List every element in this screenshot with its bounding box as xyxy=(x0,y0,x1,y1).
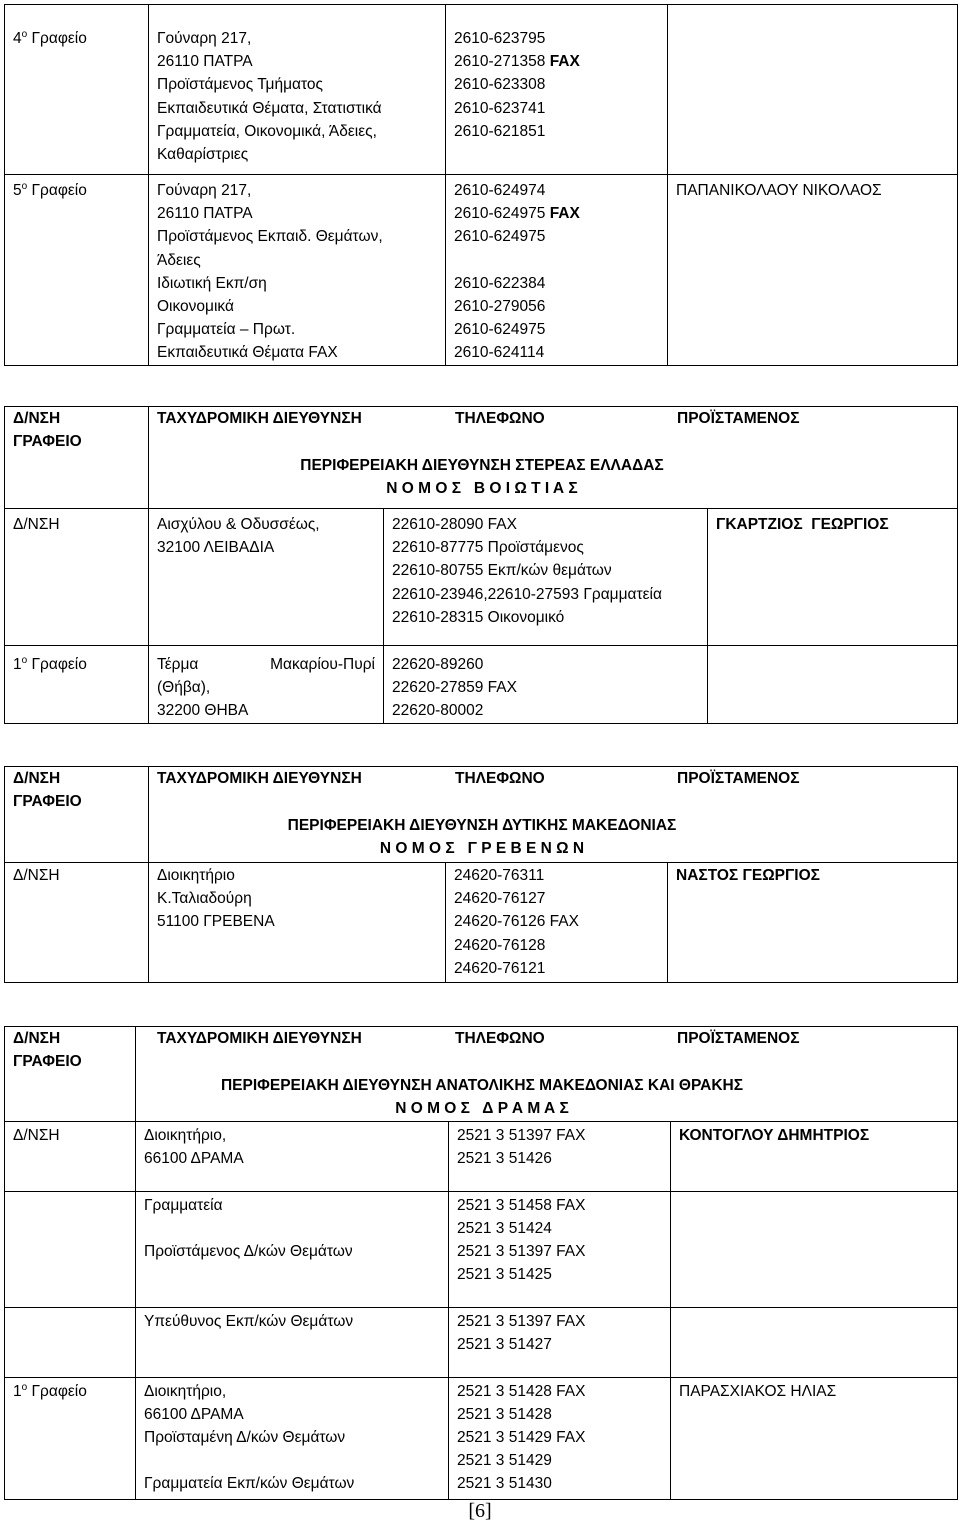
table-row-dnsi xyxy=(5,1121,958,1191)
table-row-office-1 xyxy=(5,1377,958,1499)
table-header-row xyxy=(5,407,958,509)
office-1-address: Τέρμα Μακαρίου-Πυρί (Θήβα), 32200 ΘΗΒΑ xyxy=(149,646,384,724)
table-row-office-5 xyxy=(5,175,958,366)
table-row-dnsi xyxy=(5,509,958,646)
table-header-row xyxy=(5,767,958,863)
dnsi-address: Διοικητήριο, 66100 ΔΡΑΜΑ xyxy=(136,1121,449,1191)
grammateia-labels: Γραμματεία Προϊστάμενος Δ/κών Θεμάτων xyxy=(136,1191,449,1307)
office-5-label: $5^o$ Γραφείο xyxy=(5,175,149,366)
office-5-head: ΠΑΠΑΝΙΚΟΛΑΟΥ ΝΙΚΟΛΑΟΣ xyxy=(668,175,958,366)
page-number: [6] xyxy=(468,1500,492,1522)
dnsi-head: ΚΟΝΤΟΓΛΟΥ ΔΗΜΗΤΡΙΟΣ xyxy=(671,1121,958,1191)
table-row-grammateia xyxy=(5,1191,958,1307)
nomos-title: Ν Ο Μ Ο Σ Γ Ρ Ε Β Ε Ν Ω Ν xyxy=(379,840,585,858)
header-col-address: ΤΑΧΥΔΡΟΜΙΚΗ ΔΙΕΥΘΥΝΣΗ xyxy=(157,770,362,787)
header-col-phone: ΤΗΛΕΦΩΝΟ xyxy=(455,410,545,427)
header-col-phone: ΤΗΛΕΦΩΝΟ xyxy=(455,770,545,787)
table-boeotia xyxy=(4,406,958,724)
header-col-dnsi: Δ/ΝΣΗ ΓΡΑΦΕΙΟ xyxy=(5,1027,136,1122)
office-4-phones: 2610-623795 2610-271358 FAX 2610-623308 2610-623741 2610-621851 xyxy=(446,5,668,175)
table-row-office-4 xyxy=(5,5,958,175)
dnsi-phones: 2521 3 51397 FAX 2521 3 51426 xyxy=(449,1121,671,1191)
grammateia-phones: 2521 3 51458 FAX 2521 3 51424 2521 3 51397 FAX 2521 3 51425 xyxy=(449,1191,671,1307)
table-achaia-offices xyxy=(4,4,958,366)
header-col-address: ΤΑΧΥΔΡΟΜΙΚΗ ΔΙΕΥΘΥΝΣΗ xyxy=(157,1030,362,1047)
dnsi-label: Δ/ΝΣΗ xyxy=(5,509,149,646)
table-drama xyxy=(4,1026,958,1500)
ypeuthynos-phones: 2521 3 51397 FAX 2521 3 51427 xyxy=(449,1307,671,1377)
office-5-address: Γούναρη 217, 26110 ΠΑΤΡΑ Προϊστάμενος Εκπαιδ. Θεμάτων, Άδειες Ιδιωτική Εκπ/ση Οικονομικά Γραμματεία – Πρωτ. Εκπαιδευτικά Θέματα FAX xyxy=(149,175,446,366)
region-title: ΠΕΡΙΦΕΡΕΙΑΚΗ ΔΙΕΥΘΥΝΣΗ ΣΤΕΡΕΑΣ ΕΛΛΑΔΑΣ xyxy=(300,457,664,475)
dnsi-label: Δ/ΝΣΗ xyxy=(5,1121,136,1191)
office-1-phones: 22620-89260 22620-27859 FAX 22620-80002 xyxy=(384,646,708,724)
office-1-head xyxy=(708,646,958,724)
ypeuthynos-label: Υπεύθυνος Εκπ/κών Θεμάτων xyxy=(136,1307,449,1377)
table-row-office-1 xyxy=(5,646,958,724)
office-1-label: $1^o$ Γραφείο xyxy=(5,646,149,724)
office-5-phones: 2610-624974 2610-624975 FAX 2610-624975 2610-622384 2610-279056 2610-624975 2610-624114 xyxy=(446,175,668,366)
nomos-title: Ν Ο Μ Ο Σ Δ Ρ Α Μ Α Σ xyxy=(395,1100,569,1118)
header-col-dnsi: Δ/ΝΣΗ ΓΡΑΦΕΙΟ xyxy=(5,407,149,509)
header-col-head: ΠΡΟΪΣΤΑΜΕΝΟΣ xyxy=(677,770,800,787)
office-1-label: $1^o$ Γραφείο xyxy=(5,1377,136,1499)
table-row-ypeuthynos xyxy=(5,1307,958,1377)
header-col-head: ΠΡΟΪΣΤΑΜΕΝΟΣ xyxy=(677,410,800,427)
office-1-head: ΠΑΡΑΣΧΙΑΚΟΣ ΗΛΙΑΣ xyxy=(671,1377,958,1499)
dnsi-label: Δ/ΝΣΗ xyxy=(5,863,149,983)
header-col-dnsi: Δ/ΝΣΗ ΓΡΑΦΕΙΟ xyxy=(5,767,149,863)
dnsi-head: ΝΑΣΤΟΣ ΓΕΩΡΓΙΟΣ xyxy=(668,863,958,983)
region-title: ΠΕΡΙΦΕΡΕΙΑΚΗ ΔΙΕΥΘΥΝΣΗ ΔΥΤΙΚΗΣ ΜΑΚΕΔΟΝΙΑΣ xyxy=(287,817,677,835)
nomos-title: Ν Ο Μ Ο Σ Β Ο Ι Ω Τ Ι Α Σ xyxy=(386,480,578,498)
office-1-address: Διοικητήριο, 66100 ΔΡΑΜΑ Προϊσταμένη Δ/κών Θεμάτων Γραμματεία Εκπ/κών Θεμάτων xyxy=(136,1377,449,1499)
dnsi-address: Αισχύλου & Οδυσσέως, 32100 ΛΕΙΒΑΔΙΑ xyxy=(149,509,384,646)
office-1-phones: 2521 3 51428 FAX 2521 3 51428 2521 3 51429 FAX 2521 3 51429 2521 3 51430 xyxy=(449,1377,671,1499)
dnsi-head: ΓΚΑΡΤΖΙΟΣ ΓΕΩΡΓΙΟΣ xyxy=(708,509,958,646)
header-col-address: ΤΑΧΥΔΡΟΜΙΚΗ ΔΙΕΥΘΥΝΣΗ xyxy=(157,410,362,427)
table-header-row xyxy=(5,1027,958,1122)
office-4-address: Γούναρη 217, 26110 ΠΑΤΡΑ Προϊστάμενος Τμήματος Εκπαιδευτικά Θέματα, Στατιστικά Γραμματεία, Οικονομικά, Άδειες, Καθαρίστριες xyxy=(149,5,446,175)
office-4-head xyxy=(668,5,958,175)
dnsi-phones: 24620-76311 24620-76127 24620-76126 FAX 24620-76128 24620-76121 xyxy=(446,863,668,983)
header-col-phone: ΤΗΛΕΦΩΝΟ xyxy=(455,1030,545,1047)
dnsi-phones: 22610-28090 FAX 22610-87775 Προϊστάμενος 22610-80755 Εκπ/κών θεμάτων 22610-23946,22610-27593 Γραμματεία 22610-28315 Οικονομικό xyxy=(384,509,708,646)
table-row-dnsi xyxy=(5,863,958,983)
dnsi-address: Διοικητήριο Κ.Ταλιαδούρη 51100 ΓΡΕΒΕΝΑ xyxy=(149,863,446,983)
table-grevena xyxy=(4,766,958,983)
office-4-label: $4^o$ Γραφείο xyxy=(5,5,149,175)
region-title: ΠΕΡΙΦΕΡΕΙΑΚΗ ΔΙΕΥΘΥΝΣΗ ΑΝΑΤΟΛΙΚΗΣ ΜΑΚΕΔΟΝΙΑΣ ΚΑΙ ΘΡΑΚΗΣ xyxy=(220,1077,744,1095)
header-col-head: ΠΡΟΪΣΤΑΜΕΝΟΣ xyxy=(677,1030,800,1047)
